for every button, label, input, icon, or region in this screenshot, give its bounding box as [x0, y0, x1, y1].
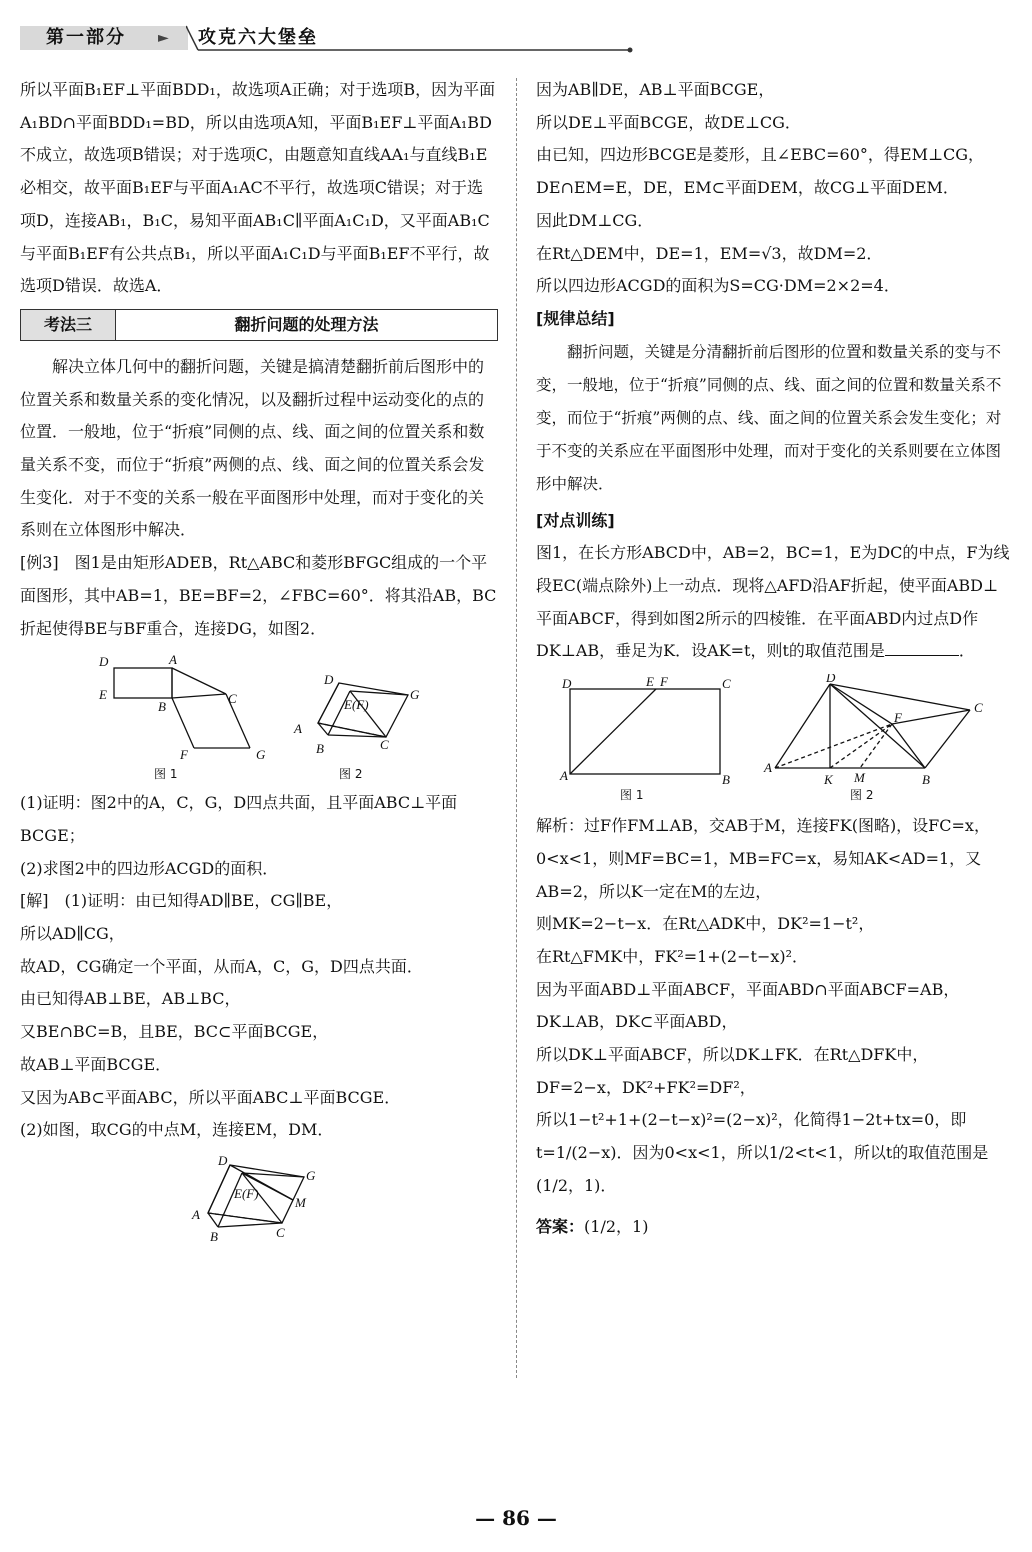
- fig2-label-ef: E(F): [344, 697, 369, 713]
- question-2: (2)求图2中的四边形ACGD的面积．: [20, 858, 279, 878]
- figB-label-f: F: [894, 710, 902, 726]
- right-line-5: 在Rt△DEM中，DE=1，EM=√3，故DM=2．: [536, 243, 883, 263]
- right-line-6: 所以四边形ACGD的面积为S=CG·DM=2×2=4．: [536, 276, 900, 296]
- fig1-label-d: D: [99, 654, 109, 670]
- fig3-label-a: A: [192, 1206, 200, 1222]
- figB-caption: 图 2: [850, 788, 874, 803]
- left-column: [20, 74, 498, 1253]
- answer-label: 答案：: [536, 1216, 585, 1236]
- figA-label-e: E: [646, 674, 654, 690]
- solution-line-2: 故AD，CG确定一个平面，从而A，C，G，D四点共面．: [20, 956, 423, 976]
- fig3-label-d: D: [218, 1152, 228, 1168]
- summary-paragraph: 翻折问题，关键是分清翻折前后图形的位置和数量关系的变与不变，一般地，位于“折痕”同侧的点、线、面之间的位置和数量关系不变，而位于“折痕”两侧的点、线、面之间的位置关系会发生变化；对于不变的关系应在平面图形中处理，而对于变化的关系则要在立体图形中解决．: [536, 342, 1002, 493]
- header-part: 第一部分: [46, 27, 126, 48]
- figA-label-f: F: [660, 674, 668, 690]
- figA-label-a: A: [560, 768, 568, 784]
- fig2-label-a: A: [294, 721, 302, 737]
- analysis-line-0: 解析：过F作FM⊥AB，交AB于M，连接FK(图略)，设FC=x，0<x<1，则MF=BC=1，MB=FC=x，易知AK<AD=1，又AB=2，所以K一定在M的左边，: [536, 816, 990, 901]
- fig2-label-g: G: [410, 687, 420, 703]
- figB-label-a: A: [764, 760, 772, 776]
- fig2-caption: 图 2: [339, 767, 363, 782]
- fig3-label-g: G: [306, 1167, 316, 1183]
- summary-label: [规律总结]: [536, 308, 615, 328]
- solution-line-1: 所以AD∥CG，: [20, 924, 125, 944]
- fig1-label-g: G: [256, 747, 266, 763]
- question-1: (1)证明：图2中的A，C，G，D四点共面，且平面ABC⊥平面BCGE；: [20, 793, 458, 845]
- figA-label-d: D: [562, 676, 572, 692]
- fig3-label-b: B: [210, 1228, 218, 1244]
- right-line-2: 由已知，四边形BCGE是菱形，且∠EBC=60°，得EM⊥CG，: [536, 145, 985, 165]
- solution-line-5: 故AB⊥平面BCGE．: [20, 1054, 172, 1074]
- method-paragraph: 解决立体几何中的翻折问题，关键是搞清楚翻折前后图形中的位置关系和数量关系的变化情况，以及翻折过程中运动变化的点的位置．一般地，位于“折痕”同侧的点、线、面之间的位置关系和数量关系不变，而位于“折痕”两侧的点、线、面之间的位置关系会发生变化．对于不变的关系一般在平面图形中处理，而对于变化的关系则在立体图形中解决．: [20, 356, 485, 540]
- right-line-1: 所以DE⊥平面BCGE，故DE⊥CG．: [536, 112, 801, 132]
- fig1-label-c: C: [228, 691, 237, 707]
- fig2-label-d: D: [324, 672, 334, 688]
- answer-blank: [885, 641, 959, 656]
- analysis-line-1: 则MK=2−t−x．在Rt△ADK中，DK²=1−t²，: [536, 914, 875, 934]
- page-number: — 86 —: [475, 1506, 557, 1530]
- intro-paragraph: 所以平面B₁EF⊥平面BDD₁，故选项A正确；对于选项B，因为平面A₁BD∩平面BDD₁=BD，所以由选项A知，平面B₁EF⊥平面A₁BD不成立，故选项B错误；对于选项C，由题意知直线AA₁与直线B₁E必相交，故平面B₁EF与平面A₁AC不平行，故选项C错误；对于选项D，连接AB₁，B₁C，易知平面AB₁C∥平面A₁C₁D，又平面AB₁C与平面B₁EF有公共点B₁，所以平面A₁C₁D与平面B₁EF不平行，故选项D错误．故选A．: [20, 80, 496, 296]
- practice-label: [对点训练]: [536, 510, 615, 530]
- fig1-caption: 图 1: [154, 767, 178, 782]
- fig2-label-b: B: [316, 741, 324, 757]
- practice-text: 图1，在长方形ABCD中，AB=2，BC=1，E为DC的中点，F为线段EC(端点除外)上一动点．现将△AFD沿AF折起，使平面ABD⊥平面ABCF，得到如图2所示的四棱锥．在平面ABD内过点D作DK⊥AB，垂足为K．设AK=t，则t的取值范围是: [536, 543, 1010, 661]
- fig1-label-b: B: [158, 699, 166, 715]
- section-box: [20, 309, 498, 341]
- solution-line-7: (2)如图，取CG的中点M，连接EM，DM．: [20, 1120, 334, 1140]
- example-figures: [94, 651, 424, 781]
- figB-label-c: C: [974, 700, 983, 716]
- fig1-label-f: F: [180, 747, 188, 763]
- section-title: 翻折问题的处理方法: [234, 314, 379, 334]
- analysis-line-2: 在Rt△FMK中，FK²=1+(2−t−x)²．: [536, 946, 809, 966]
- right-line-4: 因此DM⊥CG．: [536, 210, 654, 230]
- right-line-0: 因为AB∥DE，AB⊥平面BCGE，: [536, 80, 775, 99]
- figB-label-m: M: [854, 770, 865, 786]
- solution-figure: [184, 1153, 334, 1247]
- example-paragraph: [例3] 图1是由矩形ADEB，Rt△ABC和菱形BFGC组成的一个平面图形，其中AB=1，BE=BF=2，∠FBC=60°．将其沿AB，BC折起使得BE与BF重合，连接DG，如图2．: [20, 553, 497, 638]
- header-title: 攻克六大堡垒: [198, 27, 318, 48]
- analysis-line-4: 所以DK⊥平面ABCF，所以DK⊥FK．在Rt△DFK中，DF=2−x，DK²+FK²=DF²，: [536, 1045, 929, 1097]
- figA-label-c: C: [722, 676, 731, 692]
- figB-label-k: K: [824, 772, 833, 788]
- header-arrow-icon: ►: [158, 30, 169, 46]
- solution-line-3: 由已知得AB⊥BE，AB⊥BC，: [20, 989, 241, 1009]
- fig3-label-ef: E(F): [234, 1185, 259, 1201]
- figA-label-b: B: [722, 772, 730, 788]
- fig3-label-c: C: [276, 1224, 285, 1240]
- right-column: [536, 74, 1014, 1243]
- figB-label-b: B: [922, 772, 930, 788]
- analysis-line-5: 所以1−t²+1+(2−t−x)²=(2−x)²，化简得1−2t+tx=0，即t=1/(2−x)．因为0<x<1，所以1/2<t<1，所以t的取值范围是(1/2，1)．: [536, 1110, 989, 1195]
- solution-line-4: 又BE∩BC=B，且BE，BC⊂平面BCGE，: [20, 1022, 329, 1042]
- fig3-label-m: M: [295, 1194, 306, 1210]
- practice-figures: [550, 674, 1000, 804]
- practice-end: ．: [958, 641, 975, 661]
- header-rule: [186, 24, 1026, 54]
- column-divider: [516, 78, 517, 1378]
- fig1-label-e: E: [99, 687, 107, 703]
- practice-paragraph: [536, 537, 1014, 668]
- solution-line-0: [解] (1)证明：由已知得AD∥BE，CG∥BE，: [20, 891, 343, 911]
- figA-caption: 图 1: [620, 788, 644, 803]
- answer-value: (1/2，1): [584, 1216, 649, 1236]
- section-label: 考法三: [21, 310, 116, 340]
- solution-line-6: 又因为AB⊂平面ABC，所以平面ABC⊥平面BCGE．: [20, 1087, 401, 1107]
- answer-line: [536, 1211, 1014, 1244]
- analysis-line-3: 因为平面ABD⊥平面ABCF，平面ABD∩平面ABCF=AB，DK⊥AB，DK⊂平面ABD，: [536, 979, 960, 1032]
- fig1-label-a: A: [169, 652, 177, 668]
- fig2-label-c: C: [380, 737, 389, 753]
- figB-label-d: D: [826, 674, 836, 686]
- right-line-3: DE∩EM=E，DE，EM⊂平面DEM，故CG⊥平面DEM．: [536, 178, 959, 198]
